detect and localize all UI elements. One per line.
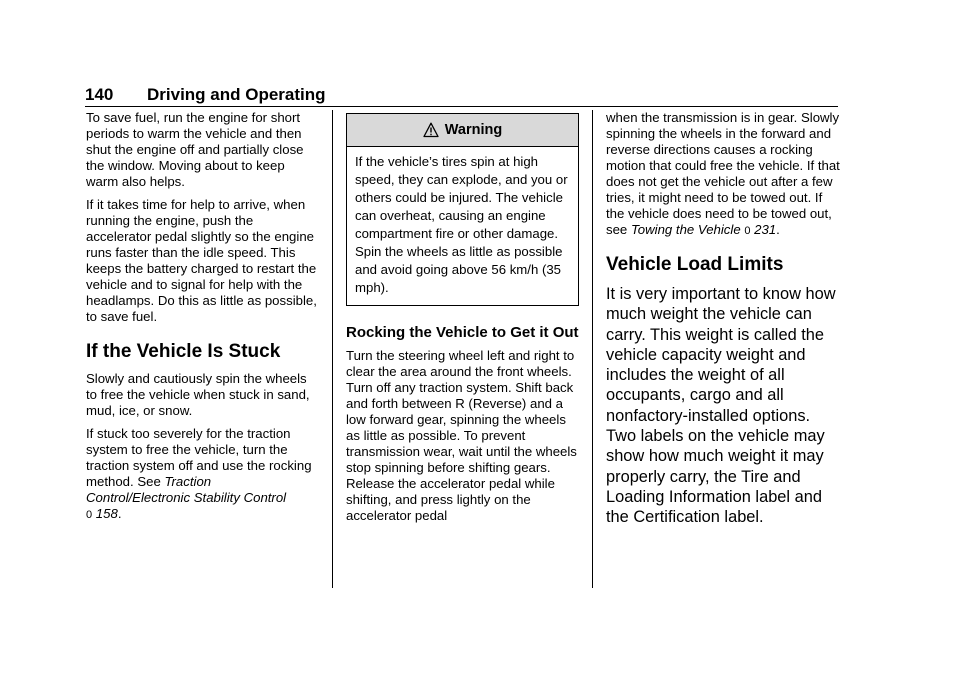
warning-box [346,113,579,306]
heading-load-limits: Vehicle Load Limits [606,254,784,275]
column-1 [86,110,318,530]
paragraph-text: If stuck too severely for the traction system to free the vehicle, turn the traction system off and use the rocking method. See [86,426,312,489]
column-divider [592,110,593,588]
page-header [85,84,838,107]
page-number: 140 [85,85,114,104]
xref-page-number[interactable]: 158 [95,506,118,521]
warning-triangle-icon [423,122,439,138]
xref-traction-control-link[interactable]: Traction Control/Electronic Stability Control [86,474,287,505]
warning-header [347,114,578,147]
warning-title: Warning [444,122,503,138]
sentence-end: . [117,506,122,521]
paragraph-save-fuel: To save fuel, run the engine for short periods to warm the vehicle and then shut the engine off and partially close the window. Moving about to keep warm also helps. [86,110,304,189]
paragraph-wait-for-help: If it takes time for help to arrive, when running the engine, push the accelerator pedal slightly so the engine runs faster than the idle speed. This keeps the battery charged to restart the vehicle and to signal for help with the headlamps. Do this as little as possible, to save fuel. [86,197,317,324]
warning-text: If the vehicle’s tires spin at high speed, they can explode, and you or others could be injured. The vehicle can overheat, causing an engine compartment fire or other damage. Spin the wheels as little as possible and avoid going above 56 km/h (35 mph). [355,154,568,295]
page-arrow-icon: 0 [86,509,93,521]
sentence-end: . [776,222,780,237]
heading-vehicle-stuck: If the Vehicle Is Stuck [86,341,281,362]
paragraph-rocking-continued [606,110,841,239]
paragraph-text: when the transmission is in gear. Slowly spinning the wheels in the forward and reverse directions causes a rocking motion that could free the vehicle. If that does not get the vehicle out after a few tries, it might need to be towed out. If the vehicle does need to be towed out, see [606,110,840,237]
paragraph-spin-wheels: Slowly and cautiously spin the wheels to free the vehicle when stuck in sand, mud, ice, or snow. [86,371,310,418]
paragraph-traction-system [86,426,318,523]
xref-page-number[interactable]: 231 [754,222,777,237]
page-arrow-icon: 0 [744,225,751,237]
paragraph-rocking-method: Turn the steering wheel left and right to clear the area around the front wheels. Turn off any traction system. Shift back and forth between R (Reverse) and a low forward gear, spinning the wheels as little as possible. To prevent transmission wear, wait until the wheels stop spinning before shifting gears. Release the accelerator pedal while shifting, and press lightly on the accelerator pedal [346,348,577,523]
column-3 [606,110,841,528]
column-divider [332,110,333,588]
section-title: Driving and Operating [147,85,326,104]
heading-rocking-vehicle: Rocking the Vehicle to Get it Out [346,324,579,341]
column-2 [346,110,579,531]
paragraph-load-limits: It is very important to know how much weight the vehicle can carry. This weight is called the vehicle capacity weight and includes the weight of all occupants, cargo and all nonfactory-installed options. Two labels on the vehicle may show how much weight it may properly carry, the Tire and Loading Information label and the Certification label. [606,285,836,527]
xref-towing-link[interactable]: Towing the Vehicle [630,222,741,237]
